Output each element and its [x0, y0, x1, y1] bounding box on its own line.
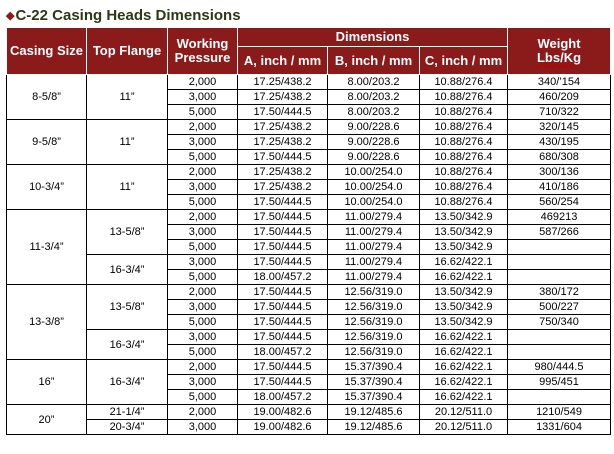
weight-cell: 750/340 — [508, 315, 611, 330]
b-cell: 9.00/228.6 — [328, 150, 420, 165]
a-cell: 17.25/438.2 — [238, 120, 328, 135]
weight-cell: 560/254 — [508, 195, 611, 210]
pressure-cell: 3,000 — [168, 420, 238, 435]
pressure-cell: 3,000 — [168, 135, 238, 150]
top-flange-cell: 20-3/4” — [87, 420, 168, 435]
pressure-cell: 5,000 — [168, 345, 238, 360]
pressure-cell: 2,000 — [168, 285, 238, 300]
table-row — [7, 255, 611, 270]
pressure-cell: 5,000 — [168, 315, 238, 330]
c-cell: 16.62/422.1 — [420, 390, 508, 405]
b-cell: 10.00/254.0 — [328, 165, 420, 180]
header-dimensions: Dimensions — [238, 28, 508, 47]
top-flange-cell: 21-1/4” — [87, 405, 168, 420]
c-cell: 10.88/276.4 — [420, 195, 508, 210]
weight-cell: 680/308 — [508, 150, 611, 165]
weight-cell: 460/209 — [508, 90, 611, 105]
header-working-pressure: Working Pressure — [168, 28, 238, 75]
weight-cell — [508, 345, 611, 360]
pressure-cell: 2,000 — [168, 75, 238, 90]
pressure-cell: 3,000 — [168, 90, 238, 105]
c-cell: 10.88/276.4 — [420, 165, 508, 180]
casing-size-cell: 8-5/8” — [7, 75, 87, 120]
c-cell: 13.50/342.9 — [420, 315, 508, 330]
b-cell: 8.00/203.2 — [328, 90, 420, 105]
pressure-cell: 3,000 — [168, 375, 238, 390]
b-cell: 12.56/319.0 — [328, 300, 420, 315]
b-cell: 9.00/228.6 — [328, 120, 420, 135]
weight-cell: 1210/549 — [508, 405, 611, 420]
c-cell: 16.62/422.1 — [420, 255, 508, 270]
weight-cell: 300/136 — [508, 165, 611, 180]
casing-size-cell: 16” — [7, 360, 87, 405]
pressure-cell: 5,000 — [168, 105, 238, 120]
b-cell: 10.00/254.0 — [328, 180, 420, 195]
weight-cell: 340/’154 — [508, 75, 611, 90]
b-cell: 10.00/254.0 — [328, 195, 420, 210]
table-row — [7, 120, 611, 135]
b-cell: 12.56/319.0 — [328, 315, 420, 330]
a-cell: 17.50/444.5 — [238, 240, 328, 255]
a-cell: 17.50/444.5 — [238, 375, 328, 390]
c-cell: 10.88/276.4 — [420, 180, 508, 195]
table-row — [7, 360, 611, 375]
weight-cell: 587/266 — [508, 225, 611, 240]
table-row — [7, 165, 611, 180]
weight-cell: 995/451 — [508, 375, 611, 390]
pressure-cell: 3,000 — [168, 180, 238, 195]
pressure-cell: 2,000 — [168, 165, 238, 180]
a-cell: 17.25/438.2 — [238, 75, 328, 90]
a-cell: 17.50/444.5 — [238, 315, 328, 330]
c-cell: 10.88/276.4 — [420, 135, 508, 150]
top-flange-cell: 11” — [87, 165, 168, 210]
top-flange-cell: 13-5/8” — [87, 210, 168, 255]
a-cell: 17.50/444.5 — [238, 285, 328, 300]
header-c: C, inch / mm — [420, 47, 508, 75]
pressure-cell: 5,000 — [168, 150, 238, 165]
header-a: A, inch / mm — [238, 47, 328, 75]
pressure-cell: 2,000 — [168, 405, 238, 420]
weight-cell: 980/444.5 — [508, 360, 611, 375]
pressure-cell: 3,000 — [168, 300, 238, 315]
b-cell: 9.00/228.6 — [328, 135, 420, 150]
c-cell: 16.62/422.1 — [420, 345, 508, 360]
a-cell: 18.00/457.2 — [238, 270, 328, 285]
top-flange-cell: 11” — [87, 75, 168, 120]
weight-cell: 1331/604 — [508, 420, 611, 435]
header-b: B, inch / mm — [328, 47, 420, 75]
weight-cell: 320/145 — [508, 120, 611, 135]
a-cell: 17.50/444.5 — [238, 210, 328, 225]
c-cell: 13.50/342.9 — [420, 210, 508, 225]
table-row — [7, 330, 611, 345]
a-cell: 17.50/444.5 — [238, 360, 328, 375]
c-cell: 13.50/342.9 — [420, 225, 508, 240]
b-cell: 12.56/319.0 — [328, 330, 420, 345]
c-cell: 10.88/276.4 — [420, 120, 508, 135]
casing-size-cell: 11-3/4” — [7, 210, 87, 285]
pressure-cell: 5,000 — [168, 195, 238, 210]
pressure-cell: 2,000 — [168, 120, 238, 135]
casing-heads-table — [6, 27, 611, 435]
a-cell: 19.00/482.6 — [238, 405, 328, 420]
c-cell: 10.88/276.4 — [420, 150, 508, 165]
casing-size-cell: 20” — [7, 405, 87, 435]
weight-cell: 710/322 — [508, 105, 611, 120]
casing-size-cell: 10-3/4” — [7, 165, 87, 210]
weight-cell — [508, 330, 611, 345]
b-cell: 11.00/279.4 — [328, 210, 420, 225]
a-cell: 17.50/444.5 — [238, 150, 328, 165]
header-weight-label: Weight — [537, 36, 581, 51]
c-cell: 16.62/422.1 — [420, 375, 508, 390]
pressure-cell: 3,000 — [168, 255, 238, 270]
a-cell: 18.00/457.2 — [238, 345, 328, 360]
casing-size-cell: 9-5/8” — [7, 120, 87, 165]
a-cell: 17.50/444.5 — [238, 255, 328, 270]
weight-cell: 430/195 — [508, 135, 611, 150]
table-row — [7, 420, 611, 435]
c-cell: 10.88/276.4 — [420, 75, 508, 90]
pressure-cell: 3,000 — [168, 330, 238, 345]
a-cell: 17.25/438.2 — [238, 165, 328, 180]
pressure-cell: 2,000 — [168, 210, 238, 225]
a-cell: 19.00/482.6 — [238, 420, 328, 435]
weight-cell: 380/172 — [508, 285, 611, 300]
casing-size-cell: 13-3/8” — [7, 285, 87, 360]
top-flange-cell: 16-3/4” — [87, 255, 168, 285]
pressure-cell: 5,000 — [168, 270, 238, 285]
c-cell: 16.62/422.1 — [420, 270, 508, 285]
a-cell: 17.50/444.5 — [238, 300, 328, 315]
top-flange-cell: 13-5/8” — [87, 285, 168, 330]
pressure-cell: 5,000 — [168, 390, 238, 405]
b-cell: 11.00/279.4 — [328, 225, 420, 240]
b-cell: 12.56/319.0 — [328, 345, 420, 360]
a-cell: 17.50/444.5 — [238, 225, 328, 240]
top-flange-cell: 11” — [87, 120, 168, 165]
weight-cell — [508, 270, 611, 285]
b-cell: 15.37/390.4 — [328, 375, 420, 390]
c-cell: 20.12/511.0 — [420, 420, 508, 435]
diamond-bullet-icon: ◆ — [6, 10, 15, 22]
b-cell: 19.12/485.6 — [328, 420, 420, 435]
c-cell: 16.62/422.1 — [420, 330, 508, 345]
top-flange-cell: 16-3/4” — [87, 330, 168, 360]
b-cell: 11.00/279.4 — [328, 240, 420, 255]
table-row — [7, 210, 611, 225]
weight-cell: 500/227 — [508, 300, 611, 315]
weight-cell — [508, 390, 611, 405]
c-cell: 16.62/422.1 — [420, 360, 508, 375]
b-cell: 8.00/203.2 — [328, 75, 420, 90]
c-cell: 20.12/511.0 — [420, 405, 508, 420]
pressure-cell: 3,000 — [168, 225, 238, 240]
a-cell: 17.50/444.5 — [238, 105, 328, 120]
header-casing-size: Casing Size — [7, 28, 87, 75]
table-row — [7, 285, 611, 300]
weight-cell — [508, 255, 611, 270]
pressure-cell: 2,000 — [168, 360, 238, 375]
pressure-cell: 5,000 — [168, 240, 238, 255]
b-cell: 15.37/390.4 — [328, 360, 420, 375]
b-cell: 11.00/279.4 — [328, 270, 420, 285]
c-cell: 13.50/342.9 — [420, 285, 508, 300]
title-text: C-22 Casing Heads Dimensions — [15, 7, 241, 24]
b-cell: 8.00/203.2 — [328, 105, 420, 120]
b-cell: 15.37/390.4 — [328, 390, 420, 405]
table-row — [7, 405, 611, 420]
c-cell: 10.88/276.4 — [420, 90, 508, 105]
table-body — [7, 75, 611, 435]
weight-cell: 469213 — [508, 210, 611, 225]
a-cell: 17.25/438.2 — [238, 90, 328, 105]
header-weight-unit: Lbs/Kg — [536, 50, 582, 65]
c-cell: 10.88/276.4 — [420, 105, 508, 120]
top-flange-cell: 16-3/4” — [87, 360, 168, 405]
weight-cell: 410/186 — [508, 180, 611, 195]
a-cell: 17.25/438.2 — [238, 180, 328, 195]
c-cell: 13.50/342.9 — [420, 240, 508, 255]
page-title — [6, 6, 241, 26]
a-cell: 18.00/457.2 — [238, 390, 328, 405]
b-cell: 12.56/319.0 — [328, 285, 420, 300]
a-cell: 17.50/444.5 — [238, 330, 328, 345]
weight-cell — [508, 240, 611, 255]
a-cell: 17.50/444.5 — [238, 195, 328, 210]
header-top-flange: Top Flange — [87, 28, 168, 75]
table-row — [7, 75, 611, 90]
b-cell: 11.00/279.4 — [328, 255, 420, 270]
c-cell: 13.50/342.9 — [420, 300, 508, 315]
a-cell: 17.25/438.2 — [238, 135, 328, 150]
b-cell: 19.12/485.6 — [328, 405, 420, 420]
header-weight — [508, 28, 611, 75]
